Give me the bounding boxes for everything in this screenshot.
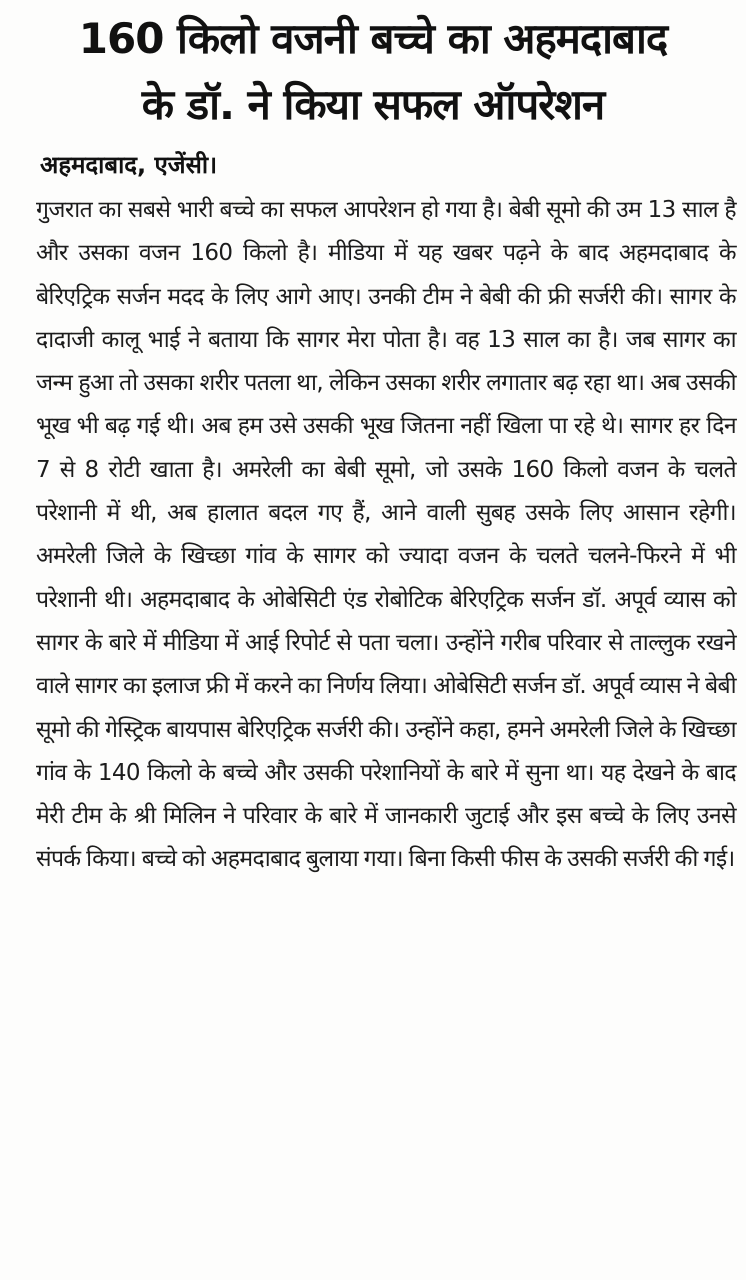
headline [0, 6, 746, 138]
headline-line-2: के डॉ. ने किया सफल ऑपरेशन [141, 80, 605, 129]
headline-line-1: 160 किलो वजनी बच्चे का अहमदाबाद [78, 14, 668, 63]
article-body: गुजरात का सबसे भारी बच्चे का सफल आपरेशन हो गया है। बेबी सूमो की उम 13 साल है और उसका वजन 160 किलो है। मीडिया में यह खबर पढ़ने के बाद अहमदाबाद के बेरिएट्रिक सर्जन मदद के लिए आगे आए। उनकी टीम ने बेबी की फ्री सर्जरी की। सागर के दादाजी कालू भाई ने बताया कि सागर मेरा पोता है। वह 13 साल का है। जब सागर का जन्म हुआ तो उसका शरीर पतला था, लेकिन उसका शरीर लगातार बढ़ रहा था। अब उसकी भूख भी बढ़ गई थी। अब हम उसे उसकी भूख जितना नहीं खिला पा रहे थे। सागर हर दिन 7 से 8 रोटी खाता है। अमरेली का बेबी सूमो, जो उसके 160 किलो वजन के चलते परेशानी में थी, अब हालात बदल गए हैं, आने वाली सुबह उसके लिए आसान रहेगी। अमरेली जिले के खिच्छा गांव के सागर को ज्यादा वजन के चलते चलने-फिरने में भी परेशानी थी। अहमदाबाद के ओबेसिटी एंड रोबोटिक बेरिएट्रिक सर्जन डॉ. अपूर्व व्यास को सागर के बारे में मीडिया में आई रिपोर्ट से पता चला। उन्होंने गरीब परिवार से ताल्लुक रखने वाले सागर का इलाज फ्री में करने का निर्णय लिया। ओबेसिटी सर्जन डॉ. अपूर्व व्यास ने बेबी सूमो की गेस्ट्रिक बायपास बेरिएट्रिक सर्जरी की। उन्होंने कहा, हमने अमरेली जिले के खिच्छा गांव के 140 किलो के बच्चे और उसकी परेशानियों के बारे में सुना था। यह देखने के बाद मेरी टीम के श्री मिलिन ने परिवार के बारे में जानकारी जुटाई और इस बच्चे के लिए उनसे संपर्क किया। बच्चे को अहमदाबाद बुलाया गया। बिना किसी फीस के उसकी सर्जरी की गई। [36, 197, 736, 873]
dateline: अहमदाबाद, एजेंसी। [40, 151, 218, 179]
